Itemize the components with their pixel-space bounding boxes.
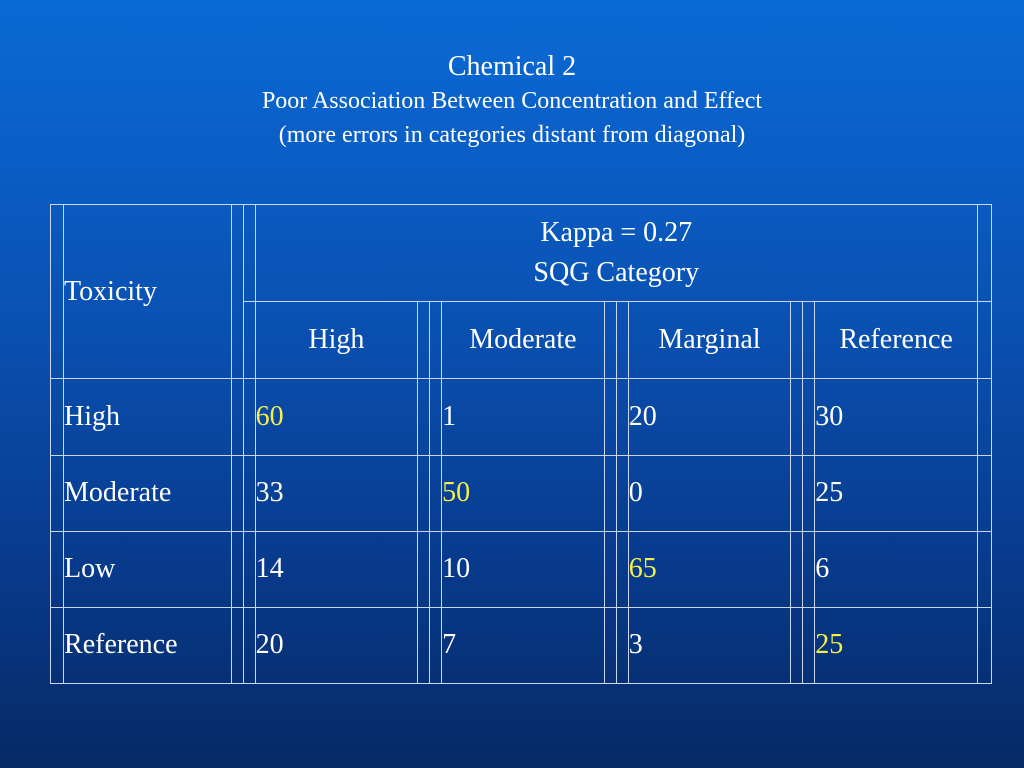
table-row <box>51 531 992 607</box>
row-label-high: High <box>64 379 232 455</box>
column-header-reference: Reference <box>815 302 978 379</box>
cell-diagonal: 25 <box>815 607 978 683</box>
column-group-header <box>255 205 977 302</box>
kappa-value: Kappa = 0.27 <box>540 217 693 249</box>
cell-diagonal: 50 <box>442 455 605 531</box>
table-cell: 0 <box>628 455 791 531</box>
table-row <box>51 379 992 455</box>
title-chemical: Chemical 2 <box>447 51 577 82</box>
row-header-toxicity: Toxicity <box>64 205 232 379</box>
table-cell: 3 <box>628 607 791 683</box>
sqg-category-label: SQG Category <box>533 257 700 289</box>
table-cell: 1 <box>442 379 605 455</box>
title-note: (more errors in categories distant from diagonal) <box>278 122 746 148</box>
cell-diagonal: 65 <box>628 531 791 607</box>
table-cell: 33 <box>255 455 418 531</box>
contingency-table <box>50 204 992 684</box>
table-cell: 14 <box>255 531 418 607</box>
slide-title <box>0 50 1024 152</box>
header-row-group <box>51 205 992 302</box>
row-label-moderate: Moderate <box>64 455 232 531</box>
table-cell: 25 <box>815 455 978 531</box>
table-row <box>51 455 992 531</box>
table-cell: 20 <box>628 379 791 455</box>
row-label-low: Low <box>64 531 232 607</box>
column-header-high: High <box>255 302 418 379</box>
row-label-reference: Reference <box>64 607 232 683</box>
column-header-marginal: Marginal <box>628 302 791 379</box>
title-subtitle: Poor Association Between Concentration and Effect <box>261 88 763 114</box>
table-cell: 20 <box>255 607 418 683</box>
cell-diagonal: 60 <box>255 379 418 455</box>
column-header-moderate: Moderate <box>442 302 605 379</box>
table-cell: 6 <box>815 531 978 607</box>
table-cell: 7 <box>442 607 605 683</box>
table-cell: 10 <box>442 531 605 607</box>
table-row <box>51 607 992 683</box>
table-cell: 30 <box>815 379 978 455</box>
